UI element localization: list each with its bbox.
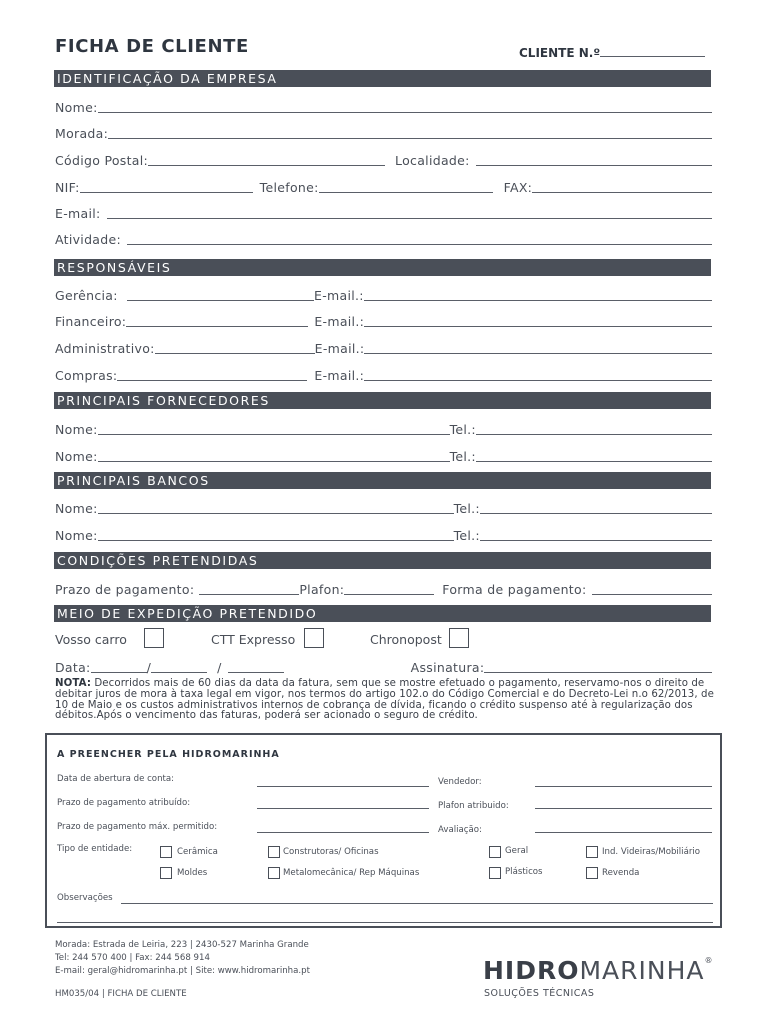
- tipo-videiras-checkbox[interactable]: [586, 846, 598, 858]
- gerencia-row: [55, 285, 712, 303]
- plafon-atribuido-label: Plafon atribuido:: [438, 801, 509, 811]
- morada-field[interactable]: [108, 126, 712, 139]
- tipo-revenda-label: Revenda: [602, 868, 640, 878]
- prazo-label: Prazo de pagamento:: [55, 582, 195, 597]
- observacoes-field-line2[interactable]: [57, 922, 713, 923]
- assinatura-field[interactable]: [484, 660, 712, 673]
- tipo-construtoras-label: Construtoras/ Oficinas: [283, 847, 379, 857]
- localidade-field[interactable]: [476, 153, 712, 166]
- banco-tel-label: Tel.:: [453, 528, 480, 543]
- footer-email: E-mail: geral@hidromarinha.pt | Site: www.hidromarinha.pt: [55, 966, 310, 976]
- financeiro-email-label: E-mail.:: [314, 314, 365, 329]
- banco-row: [55, 525, 712, 543]
- banco-tel-label: Tel.:: [453, 501, 480, 516]
- condicoes-row: [55, 579, 712, 597]
- tipo-metalomecanica-label: Metalomecânica/ Rep Máquinas: [283, 868, 420, 878]
- banco-tel-field[interactable]: [480, 501, 712, 514]
- data-abertura-field[interactable]: [257, 786, 429, 787]
- fax-field[interactable]: [532, 180, 712, 193]
- tipo-geral-label: Geral: [505, 846, 529, 856]
- plafon-field[interactable]: [344, 582, 434, 595]
- internal-title: A PREENCHER PELA HIDROMARINHA: [57, 749, 280, 760]
- prazo-atribuido-label: Prazo de pagamento atribuído:: [57, 798, 191, 808]
- tipo-geral-checkbox[interactable]: [489, 846, 501, 858]
- banco-tel-field[interactable]: [480, 528, 712, 541]
- internal-use-box: [45, 733, 722, 928]
- email-row: [55, 203, 712, 221]
- footer-morada: Morada: Estrada de Leiria, 223 | 2430-527 Marinha Grande: [55, 940, 309, 950]
- fornecedor-row: [55, 419, 712, 437]
- gerencia-field[interactable]: [127, 288, 314, 301]
- vosso-carro-label: Vosso carro: [55, 632, 127, 647]
- ctt-checkbox[interactable]: [304, 628, 324, 648]
- data-abertura-label: Data de abertura de conta:: [57, 774, 175, 784]
- administrativo-row: [55, 338, 712, 356]
- administrativo-email-field[interactable]: [364, 341, 712, 354]
- compras-email-field[interactable]: [364, 368, 712, 381]
- atividade-field[interactable]: [127, 232, 712, 245]
- compras-row: [55, 365, 712, 383]
- email-field[interactable]: [107, 206, 712, 219]
- section-fornecedores: PRINCIPAIS FORNECEDORES: [54, 392, 711, 409]
- banco-nome-field[interactable]: [98, 501, 454, 514]
- section-expedicao: MEIO DE EXPEDIÇÃO PRETENDIDO: [54, 605, 711, 622]
- data-day-field[interactable]: [91, 660, 147, 673]
- nota-label: NOTA:: [55, 678, 91, 689]
- footer-tel: Tel: 244 570 400 | Fax: 244 568 914: [55, 953, 210, 963]
- avaliacao-field[interactable]: [535, 832, 712, 833]
- vendedor-label: Vendedor:: [438, 777, 482, 787]
- tipo-revenda-checkbox[interactable]: [586, 867, 598, 879]
- fornecedor-nome-label: Nome:: [55, 449, 98, 464]
- nota-paragraph: [55, 679, 715, 722]
- client-number-label: CLIENTE N.º: [519, 46, 705, 60]
- forma-pagamento-field[interactable]: [592, 582, 712, 595]
- section-bancos: PRINCIPAIS BANCOS: [54, 472, 711, 489]
- tipo-moldes-label: Moldes: [177, 868, 208, 878]
- prazo-field[interactable]: [199, 582, 299, 595]
- gerencia-email-label: E-mail.:: [314, 288, 364, 303]
- logo-tagline: SOLUÇÕES TÉCNICAS: [484, 988, 595, 999]
- telefone-label: Telefone:: [259, 180, 319, 195]
- client-number-field[interactable]: [600, 46, 705, 57]
- tipo-plasticos-label: Plásticos: [505, 867, 543, 877]
- section-condicoes: CONDIÇÕES PRETENDIDAS: [54, 552, 711, 569]
- administrativo-label: Administrativo:: [55, 341, 155, 356]
- tipo-moldes-checkbox[interactable]: [160, 867, 172, 879]
- fornecedor-nome-field[interactable]: [98, 449, 450, 462]
- fornecedor-tel-label: Tel.:: [449, 422, 476, 437]
- compras-email-label: E-mail.:: [314, 368, 365, 383]
- forma-pagamento-label: Forma de pagamento:: [442, 582, 587, 597]
- tipo-ceramica-checkbox[interactable]: [160, 846, 172, 858]
- compras-label: Compras:: [55, 368, 118, 383]
- plafon-atribuido-field[interactable]: [535, 808, 712, 809]
- tipo-entidade-label: Tipo de entidade:: [57, 844, 133, 854]
- assinatura-label: Assinatura:: [410, 660, 485, 675]
- nif-field[interactable]: [80, 180, 253, 193]
- morada-row: [55, 123, 712, 141]
- financeiro-email-field[interactable]: [364, 314, 712, 327]
- banco-row: [55, 498, 712, 516]
- fornecedor-tel-label: Tel.:: [449, 449, 476, 464]
- administrativo-email-label: E-mail.:: [314, 341, 365, 356]
- data-assinatura-row: [55, 657, 712, 675]
- atividade-label: Atividade:: [55, 232, 122, 247]
- data-month-field[interactable]: [151, 660, 207, 673]
- vosso-carro-checkbox[interactable]: [144, 628, 164, 648]
- fornecedor-nome-field[interactable]: [98, 422, 450, 435]
- telefone-field[interactable]: [319, 180, 493, 193]
- tipo-videiras-label: Ind. Videiras/Mobiliário: [602, 847, 701, 857]
- footer-ref: HM035/04 | FICHA DE CLIENTE: [55, 989, 187, 999]
- ctt-label: CTT Expresso: [211, 632, 296, 647]
- chronopost-checkbox[interactable]: [449, 628, 469, 648]
- prazo-max-field[interactable]: [257, 832, 429, 833]
- fax-label: FAX:: [503, 180, 533, 195]
- nif-row: [55, 177, 712, 195]
- section-responsaveis: RESPONSÁVEIS: [54, 259, 711, 276]
- codigo-postal-row: [55, 150, 712, 168]
- page-title: FICHA DE CLIENTE: [55, 36, 249, 57]
- vendedor-field[interactable]: [535, 786, 712, 787]
- nome-label: Nome:: [55, 100, 98, 115]
- administrativo-field[interactable]: [155, 341, 315, 354]
- tipo-plasticos-checkbox[interactable]: [489, 867, 501, 879]
- date-separator: /: [146, 660, 152, 675]
- email-label: E-mail:: [55, 206, 101, 221]
- codigo-postal-label: Código Postal:: [55, 153, 149, 168]
- financeiro-field[interactable]: [126, 314, 308, 327]
- observacoes-field[interactable]: [121, 903, 713, 904]
- data-label: Data:: [55, 660, 91, 675]
- nome-field[interactable]: [98, 100, 712, 113]
- tipo-ceramica-label: Cerâmica: [177, 847, 218, 857]
- prazo-atribuido-field[interactable]: [257, 808, 429, 809]
- nota-text: Decorridos mais de 60 dias da data da fatura, sem que se mostre efetuado o pagamento, reservamo-nos o direito de debitar juros de mora à taxa legal em vigor, nos termos do artigo 102.o do Código Comercial e do Decreto-Lei n.o 62/2013, de 10 de Maio e os custos administrativos internos de cobrança de dívida, ficando o crédito suspenso até à regularização dos débitos.Após o vencimento das faturas, poderá ser acionado o seguro de crédito.: [55, 678, 714, 722]
- nif-label: NIF:: [55, 180, 80, 195]
- gerencia-label: Gerência:: [55, 288, 118, 303]
- fornecedor-tel-field[interactable]: [476, 422, 712, 435]
- codigo-postal-field[interactable]: [148, 153, 385, 166]
- fornecedor-nome-label: Nome:: [55, 422, 98, 437]
- plafon-label: Plafon:: [299, 582, 345, 597]
- section-identificacao: IDENTIFICAÇÃO DA EMPRESA: [54, 70, 711, 87]
- fornecedor-row: [55, 446, 712, 464]
- data-year-field[interactable]: [228, 660, 284, 673]
- tipo-metalomecanica-checkbox[interactable]: [268, 867, 280, 879]
- fornecedor-tel-field[interactable]: [476, 449, 712, 462]
- prazo-max-label: Prazo de pagamento máx. permitido:: [57, 822, 218, 832]
- avaliacao-label: Avaliação:: [438, 825, 482, 835]
- compras-field[interactable]: [117, 368, 307, 381]
- financeiro-row: [55, 311, 712, 329]
- hidromarinha-logo: HIDROMARINHA®: [483, 956, 714, 985]
- gerencia-email-field[interactable]: [364, 288, 712, 301]
- atividade-row: [55, 229, 712, 247]
- tipo-construtoras-checkbox[interactable]: [268, 846, 280, 858]
- banco-nome-field[interactable]: [98, 528, 454, 541]
- banco-nome-label: Nome:: [55, 501, 98, 516]
- banco-nome-label: Nome:: [55, 528, 98, 543]
- localidade-label: Localidade:: [395, 153, 470, 168]
- observacoes-label: Observações: [57, 893, 113, 903]
- nome-row: [55, 97, 712, 115]
- morada-label: Morada:: [55, 126, 109, 141]
- chronopost-label: Chronopost: [370, 632, 442, 647]
- date-separator: /: [217, 660, 222, 675]
- financeiro-label: Financeiro:: [55, 314, 127, 329]
